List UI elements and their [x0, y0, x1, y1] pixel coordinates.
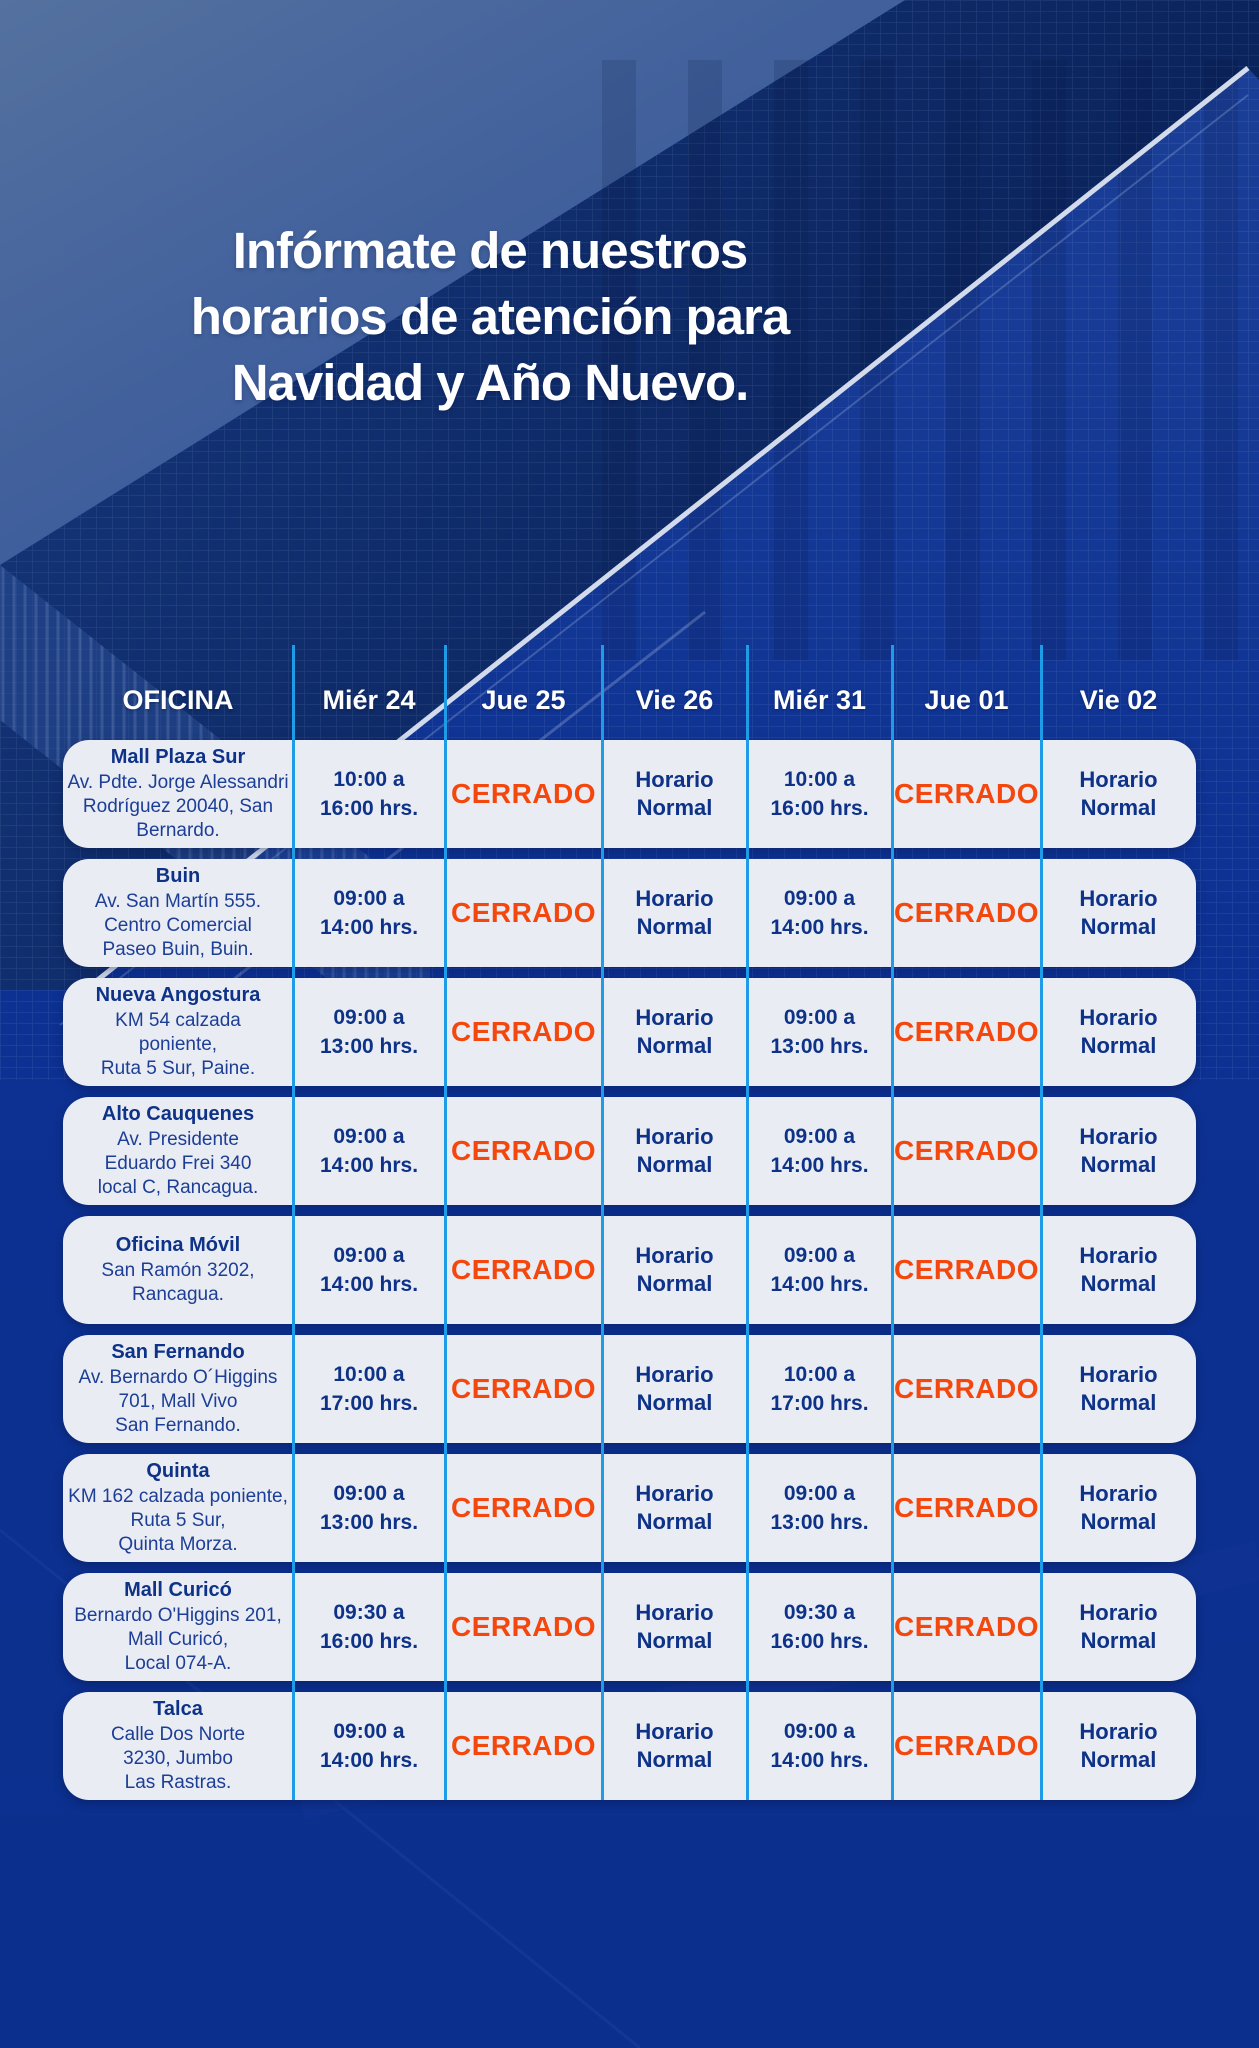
address-line: poniente,	[138, 1034, 218, 1055]
schedule-cell-normal	[602, 1123, 747, 1179]
closed-label: CERRADO	[893, 1016, 1040, 1047]
address-line: 701, Mall Vivo	[118, 1391, 238, 1412]
schedule-text-line: Horario	[635, 1005, 714, 1030]
schedule-cell-hours	[293, 1598, 445, 1656]
schedule-text-line: 14:00 hrs.	[770, 916, 869, 939]
schedule-text-line: Horario	[1079, 1005, 1158, 1030]
schedule-cell-closed	[892, 1493, 1041, 1523]
schedule-text-line: 09:00 a	[333, 1720, 405, 1743]
closed-label: CERRADO	[893, 1611, 1040, 1642]
schedule-cell-normal	[602, 766, 747, 822]
title-line: Infórmate de nuestros	[232, 222, 748, 279]
schedule-text-line: Horario	[1079, 1719, 1158, 1744]
schedule-cell-normal	[602, 1004, 747, 1060]
schedule-text-line: Horario	[1079, 1481, 1158, 1506]
closed-label: CERRADO	[450, 1016, 597, 1047]
schedule-text-line: Normal	[1080, 914, 1157, 939]
address-line: 3230, Jumbo	[123, 1748, 233, 1769]
schedule-text-line: Horario	[635, 1481, 714, 1506]
office-name: Quinta	[146, 1460, 210, 1482]
schedule-cell-closed	[892, 1612, 1041, 1642]
closed-label: CERRADO	[450, 1730, 597, 1761]
closed-label: CERRADO	[893, 897, 1040, 928]
schedule-text-line: 16:00 hrs.	[319, 1630, 419, 1653]
closed-label: CERRADO	[893, 1730, 1040, 1761]
schedule-text-line: Horario	[635, 1362, 714, 1387]
schedule-text-line: Normal	[636, 1271, 713, 1296]
title-line: horarios de atención para	[190, 288, 790, 345]
schedule-text-line: 09:00 a	[333, 1006, 405, 1029]
closed-label: CERRADO	[450, 1254, 597, 1285]
address-line: Rodríguez 20040, San	[82, 796, 274, 817]
office-address	[63, 771, 293, 843]
column-header-jue-25: Jue 25	[481, 685, 566, 715]
office-row	[63, 1216, 1196, 1324]
schedule-text-line: Normal	[1080, 1509, 1157, 1534]
address-line: Mall Curicó,	[127, 1629, 229, 1650]
schedule-text-line: Normal	[1080, 1033, 1157, 1058]
office-address	[63, 1604, 293, 1676]
schedule-cell-normal	[1041, 1718, 1196, 1774]
schedule-text-line: 10:00 a	[333, 768, 405, 791]
office-name: Mall Plaza Sur	[110, 746, 246, 768]
schedule-cell-hours	[747, 1717, 892, 1775]
address-line: KM 54 calzada	[115, 1010, 241, 1031]
schedule-text-line: 09:30 a	[783, 1601, 856, 1624]
closed-label: CERRADO	[893, 1254, 1040, 1285]
schedule-text-line: Normal	[1080, 1152, 1157, 1177]
schedule-text-line: Horario	[635, 886, 714, 911]
schedule-text-line: Horario	[1079, 886, 1158, 911]
schedule-cell-normal	[1041, 885, 1196, 941]
office-row	[63, 1097, 1196, 1205]
schedule-cell-normal	[602, 885, 747, 941]
closed-label: CERRADO	[893, 1492, 1040, 1523]
office-address	[63, 1723, 293, 1795]
schedule-cell-closed	[445, 1612, 602, 1642]
office-address	[63, 1009, 293, 1081]
closed-label: CERRADO	[450, 1135, 597, 1166]
schedule-cell-hours	[293, 765, 445, 823]
office-address	[63, 1366, 293, 1438]
schedule-cell-closed	[892, 779, 1041, 809]
address-line: Quinta Morza.	[118, 1534, 238, 1555]
schedule-text-line: 16:00 hrs.	[770, 1630, 869, 1653]
office-name: Mall Curicó	[124, 1579, 232, 1601]
office-name: Buin	[155, 865, 201, 887]
closed-label: CERRADO	[893, 778, 1040, 809]
address-line: Rancagua.	[132, 1284, 224, 1305]
schedule-text-line: Horario	[1079, 1243, 1158, 1268]
schedule-cell-closed	[445, 1017, 602, 1047]
address-line: Calle Dos Norte	[110, 1724, 246, 1745]
schedule-cell-normal	[602, 1480, 747, 1536]
schedule-text-line: Normal	[636, 914, 713, 939]
office-name: Nueva Angostura	[95, 984, 261, 1006]
address-line: Paseo Buin, Buin.	[102, 939, 254, 960]
schedule-cell-hours	[747, 1479, 892, 1537]
schedule-cell-hours	[747, 884, 892, 942]
schedule-cell-normal	[1041, 1599, 1196, 1655]
schedule-text-line: Normal	[636, 1152, 713, 1177]
address-line: Local 074-A.	[124, 1653, 232, 1674]
office-name: Alto Cauquenes	[101, 1103, 255, 1125]
address-line: KM 162 calzada poniente,	[68, 1486, 288, 1507]
address-line: Av. Pdte. Jorge Alessandri	[67, 772, 289, 793]
office-row	[63, 740, 1196, 848]
schedule-cell-closed	[892, 1374, 1041, 1404]
address-line: Bernardo O'Higgins 201,	[74, 1605, 282, 1626]
office-info	[63, 1233, 293, 1307]
schedule-text-line: 10:00 a	[333, 1363, 405, 1386]
schedule-text-line: Normal	[1080, 1390, 1157, 1415]
schedule-cell-closed	[445, 1374, 602, 1404]
office-row	[63, 859, 1196, 967]
office-info	[63, 983, 293, 1081]
schedule-text-line: 14:00 hrs.	[770, 1154, 869, 1177]
closed-label: CERRADO	[450, 897, 597, 928]
table-header	[63, 645, 1196, 740]
office-address	[63, 1128, 293, 1200]
office-info	[63, 864, 293, 962]
address-line: Las Rastras.	[124, 1772, 232, 1793]
address-line: Av. Presidente	[117, 1129, 239, 1150]
closed-label: CERRADO	[893, 1373, 1040, 1404]
schedule-text-line: Horario	[635, 1124, 714, 1149]
schedule-text-line: Normal	[636, 1390, 713, 1415]
schedule-cell-closed	[445, 1731, 602, 1761]
schedule-text-line: 10:00 a	[783, 1363, 856, 1386]
schedule-text-line: Horario	[635, 1719, 714, 1744]
column-header-vie-02: Vie 02	[1079, 685, 1158, 715]
schedule-text-line: 13:00 hrs.	[319, 1035, 419, 1058]
office-row	[63, 1692, 1196, 1800]
schedule-text-line: Horario	[635, 1243, 714, 1268]
schedule-text-line: 09:00 a	[783, 1244, 856, 1267]
schedule-text-line: 16:00 hrs.	[770, 797, 869, 820]
closed-label: CERRADO	[450, 1373, 597, 1404]
column-header-oficina: OFICINA	[122, 685, 234, 715]
schedule-text-line: Normal	[636, 1509, 713, 1534]
schedule-cell-closed	[892, 1731, 1041, 1761]
office-info	[63, 1578, 293, 1676]
schedule-text-line: 14:00 hrs.	[770, 1273, 869, 1296]
schedule-cell-hours	[293, 1241, 445, 1299]
schedule-text-line: 14:00 hrs.	[319, 916, 419, 939]
schedule-text-line: 14:00 hrs.	[319, 1749, 419, 1772]
schedule-text-line: Horario	[1079, 1124, 1158, 1149]
schedule-cell-hours	[747, 765, 892, 823]
schedule-text-line: 17:00 hrs.	[770, 1392, 869, 1415]
schedule-cell-hours	[747, 1360, 892, 1418]
schedule-text-line: 13:00 hrs.	[319, 1511, 419, 1534]
page-title	[60, 218, 920, 416]
office-name: Oficina Móvil	[115, 1234, 241, 1256]
schedule-text-line: 09:00 a	[333, 887, 405, 910]
schedule-cell-hours	[747, 1003, 892, 1061]
schedule-cell-normal	[1041, 1480, 1196, 1536]
schedule-cell-closed	[445, 1136, 602, 1166]
schedule-cell-normal	[1041, 1242, 1196, 1298]
address-line: Av. San Martín 555.	[94, 891, 262, 912]
office-address	[63, 1259, 293, 1307]
schedule-text-line: 09:00 a	[333, 1244, 405, 1267]
schedule-text-line: Horario	[1079, 1600, 1158, 1625]
schedule-cell-normal	[602, 1361, 747, 1417]
schedule-text-line: 09:00 a	[783, 1006, 856, 1029]
column-header-mier-24: Miér 24	[322, 685, 416, 715]
schedule-cell-closed	[892, 1136, 1041, 1166]
address-line: Ruta 5 Sur, Paine.	[100, 1058, 256, 1079]
closed-label: CERRADO	[893, 1135, 1040, 1166]
schedule-text-line: 14:00 hrs.	[770, 1749, 869, 1772]
schedule-cell-closed	[892, 1255, 1041, 1285]
schedule-cell-closed	[445, 1255, 602, 1285]
schedule-text-line: 13:00 hrs.	[770, 1511, 869, 1534]
schedule-cell-hours	[293, 1717, 445, 1775]
column-header-mier-31: Miér 31	[772, 685, 867, 715]
schedule-cell-hours	[747, 1122, 892, 1180]
schedule-text-line: 09:00 a	[783, 1482, 856, 1505]
address-line: Av. Bernardo O´Higgins	[78, 1367, 278, 1388]
schedule-cell-normal	[1041, 1004, 1196, 1060]
schedule-cell-hours	[293, 1122, 445, 1180]
schedule-cell-closed	[892, 898, 1041, 928]
schedule-text-line: Normal	[1080, 1747, 1157, 1772]
table-rows	[63, 740, 1196, 1800]
schedule-text-line: 09:30 a	[333, 1601, 405, 1624]
schedule-text-line: Horario	[1079, 1362, 1158, 1387]
schedule-cell-normal	[1041, 766, 1196, 822]
address-line: San Fernando.	[115, 1415, 241, 1436]
schedule-text-line: 16:00 hrs.	[319, 797, 419, 820]
schedule-text-line: 09:00 a	[783, 1720, 856, 1743]
schedule-cell-normal	[602, 1718, 747, 1774]
schedule-cell-hours	[293, 1360, 445, 1418]
office-info	[63, 745, 293, 843]
office-name: Talca	[153, 1698, 203, 1720]
column-header-vie-26: Vie 26	[635, 685, 714, 715]
office-row	[63, 978, 1196, 1086]
schedule-text-line: 09:00 a	[333, 1482, 405, 1505]
schedule-text-line: Normal	[636, 1747, 713, 1772]
schedule-cell-hours	[293, 1003, 445, 1061]
closed-label: CERRADO	[450, 1611, 597, 1642]
title-line: Navidad y Año Nuevo.	[231, 354, 749, 411]
schedule-cell-normal	[602, 1242, 747, 1298]
office-row	[63, 1454, 1196, 1562]
schedule-text-line: Normal	[1080, 1271, 1157, 1296]
office-info	[63, 1459, 293, 1557]
schedule-cell-closed	[892, 1017, 1041, 1047]
schedule-text-line: 14:00 hrs.	[319, 1273, 419, 1296]
schedule-cell-closed	[445, 1493, 602, 1523]
schedule-text-line: 09:00 a	[783, 887, 856, 910]
address-line: Centro Comercial	[104, 915, 252, 936]
office-name: San Fernando	[111, 1341, 245, 1363]
schedule-text-line: 09:00 a	[783, 1125, 856, 1148]
schedule-text-line: 09:00 a	[333, 1125, 405, 1148]
schedule-cell-hours	[747, 1241, 892, 1299]
schedule-text-line: 14:00 hrs.	[319, 1154, 419, 1177]
closed-label: CERRADO	[450, 1492, 597, 1523]
schedule-text-line: Horario	[635, 767, 714, 792]
schedule-text-line: 10:00 a	[783, 768, 856, 791]
schedule-table	[63, 645, 1196, 1811]
schedule-text-line: Normal	[636, 1033, 713, 1058]
office-info	[63, 1102, 293, 1200]
schedule-cell-hours	[293, 1479, 445, 1537]
schedule-cell-closed	[445, 898, 602, 928]
schedule-text-line: Normal	[1080, 1628, 1157, 1653]
schedule-text-line: 13:00 hrs.	[770, 1035, 869, 1058]
schedule-cell-normal	[1041, 1123, 1196, 1179]
office-row	[63, 1335, 1196, 1443]
schedule-cell-hours	[293, 884, 445, 942]
office-address	[63, 890, 293, 962]
schedule-text-line: Normal	[1080, 795, 1157, 820]
address-line: Eduardo Frei 340	[104, 1153, 252, 1174]
schedule-cell-normal	[1041, 1361, 1196, 1417]
office-info	[63, 1697, 293, 1795]
office-info	[63, 1340, 293, 1438]
schedule-text-line: Normal	[636, 1628, 713, 1653]
office-address	[63, 1485, 293, 1557]
schedule-text-line: Normal	[636, 795, 713, 820]
address-line: Ruta 5 Sur,	[130, 1510, 226, 1531]
closed-label: CERRADO	[450, 778, 597, 809]
address-line: local C, Rancagua.	[97, 1177, 259, 1198]
office-row	[63, 1573, 1196, 1681]
column-header-jue-01: Jue 01	[924, 685, 1009, 715]
schedule-cell-normal	[602, 1599, 747, 1655]
schedule-cell-closed	[445, 779, 602, 809]
schedule-text-line: Horario	[1079, 767, 1158, 792]
address-line: Bernardo.	[136, 820, 220, 841]
schedule-text-line: 17:00 hrs.	[319, 1392, 419, 1415]
schedule-cell-hours	[747, 1598, 892, 1656]
schedule-text-line: Horario	[635, 1600, 714, 1625]
address-line: San Ramón 3202,	[101, 1260, 255, 1281]
